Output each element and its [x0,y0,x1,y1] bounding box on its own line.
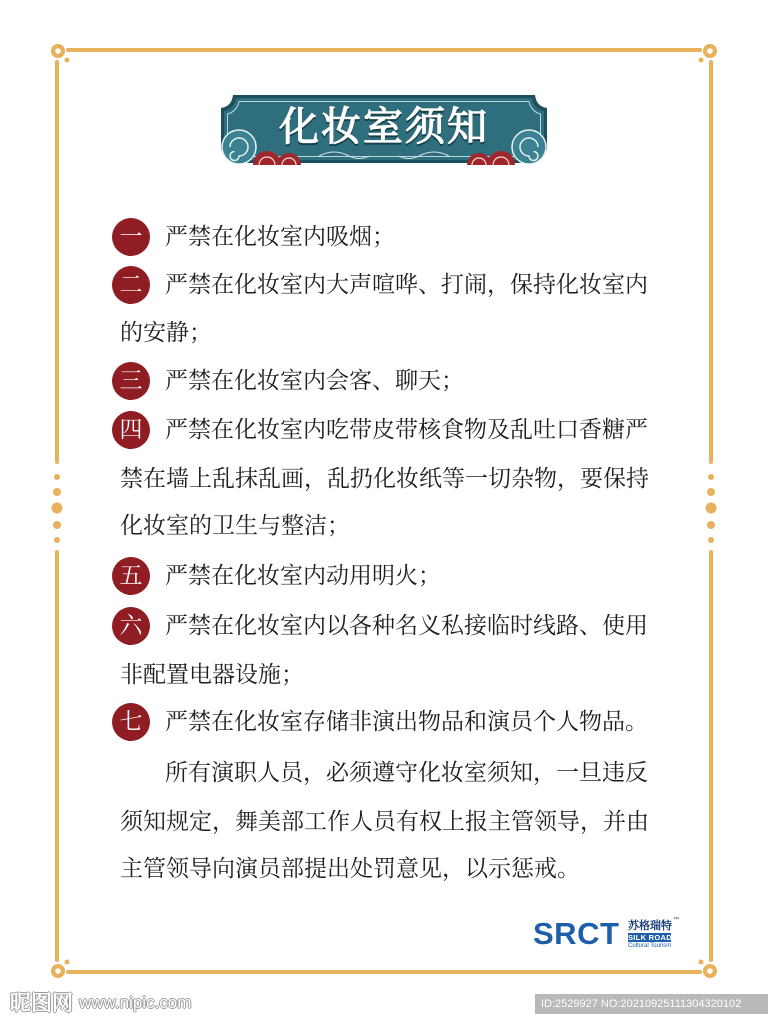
rule-4-line-2: 禁在墙上乱抹乱画，乱扔化妆纸等一切杂物，要保持 [120,466,649,492]
closing-line-3: 主管领导向演员部提出处罚意见，以示惩戒。 [120,856,580,882]
site-watermark [10,989,191,1017]
rule-number-badge-4: 四 [112,411,150,449]
rule-6-line-1: 严禁在化妆室内以各种名义私接临时线路、使用 [165,613,648,639]
page-title: 化妆室须知 [279,103,489,150]
company-logo [533,915,683,953]
rule-4-line-3: 化妆室的卫生与整洁； [120,513,350,539]
rule-number-badge-6: 六 [112,607,150,645]
rule-number-badge-2: 二 [112,266,150,304]
rule-7-line-1: 严禁在化妆室存储非演出物品和演员个人物品。 [165,709,648,735]
closing-line-1: 所有演职人员，必须遵守化妆室须知，一旦违反 [165,760,648,786]
watermark-id-text: ID:2529927 NO:20210925111304320102 [541,998,742,1010]
watermark-id-band [535,994,768,1014]
rule-2-line-2: 的安静； [120,320,212,346]
rule-number-badge-5: 五 [112,557,150,595]
frame-right-dots [706,474,717,543]
logo-chinese-name: 苏格瑞特 [628,919,672,932]
rule-5-line-1: 严禁在化妆室内动用明火； [165,563,441,589]
rule-number-badge-7: 七 [112,703,150,741]
rule-number-badge-3: 三 [112,362,150,400]
title-banner [219,93,549,165]
logo-wordmark: SRCT [533,916,620,951]
logo-trademark: ™ [673,917,679,923]
watermark-site-url: www.nipic.com [79,993,192,1012]
rule-number-badge-1: 一 [112,218,150,256]
logo-english-name: SILK ROAD [628,933,672,942]
watermark-site-name: 昵图网 [10,991,73,1015]
rule-2-line-1: 严禁在化妆室内大声喧哗、打闹，保持化妆室内 [165,272,648,298]
closing-line-2: 须知规定，舞美部工作人员有权上报主管领导，并由 [120,809,649,835]
logo-tagline: Cultural Tourism [628,943,672,949]
rule-1-line-1: 严禁在化妆室内吸烟； [165,224,395,250]
frame-left-dots [52,474,63,543]
rule-3-line-1: 严禁在化妆室内会客、聊天； [165,368,464,394]
rule-6-line-2: 非配置电器设施； [120,662,304,688]
rule-4-line-1: 严禁在化妆室内吃带皮带核食物及乱吐口香糖严 [165,417,648,443]
